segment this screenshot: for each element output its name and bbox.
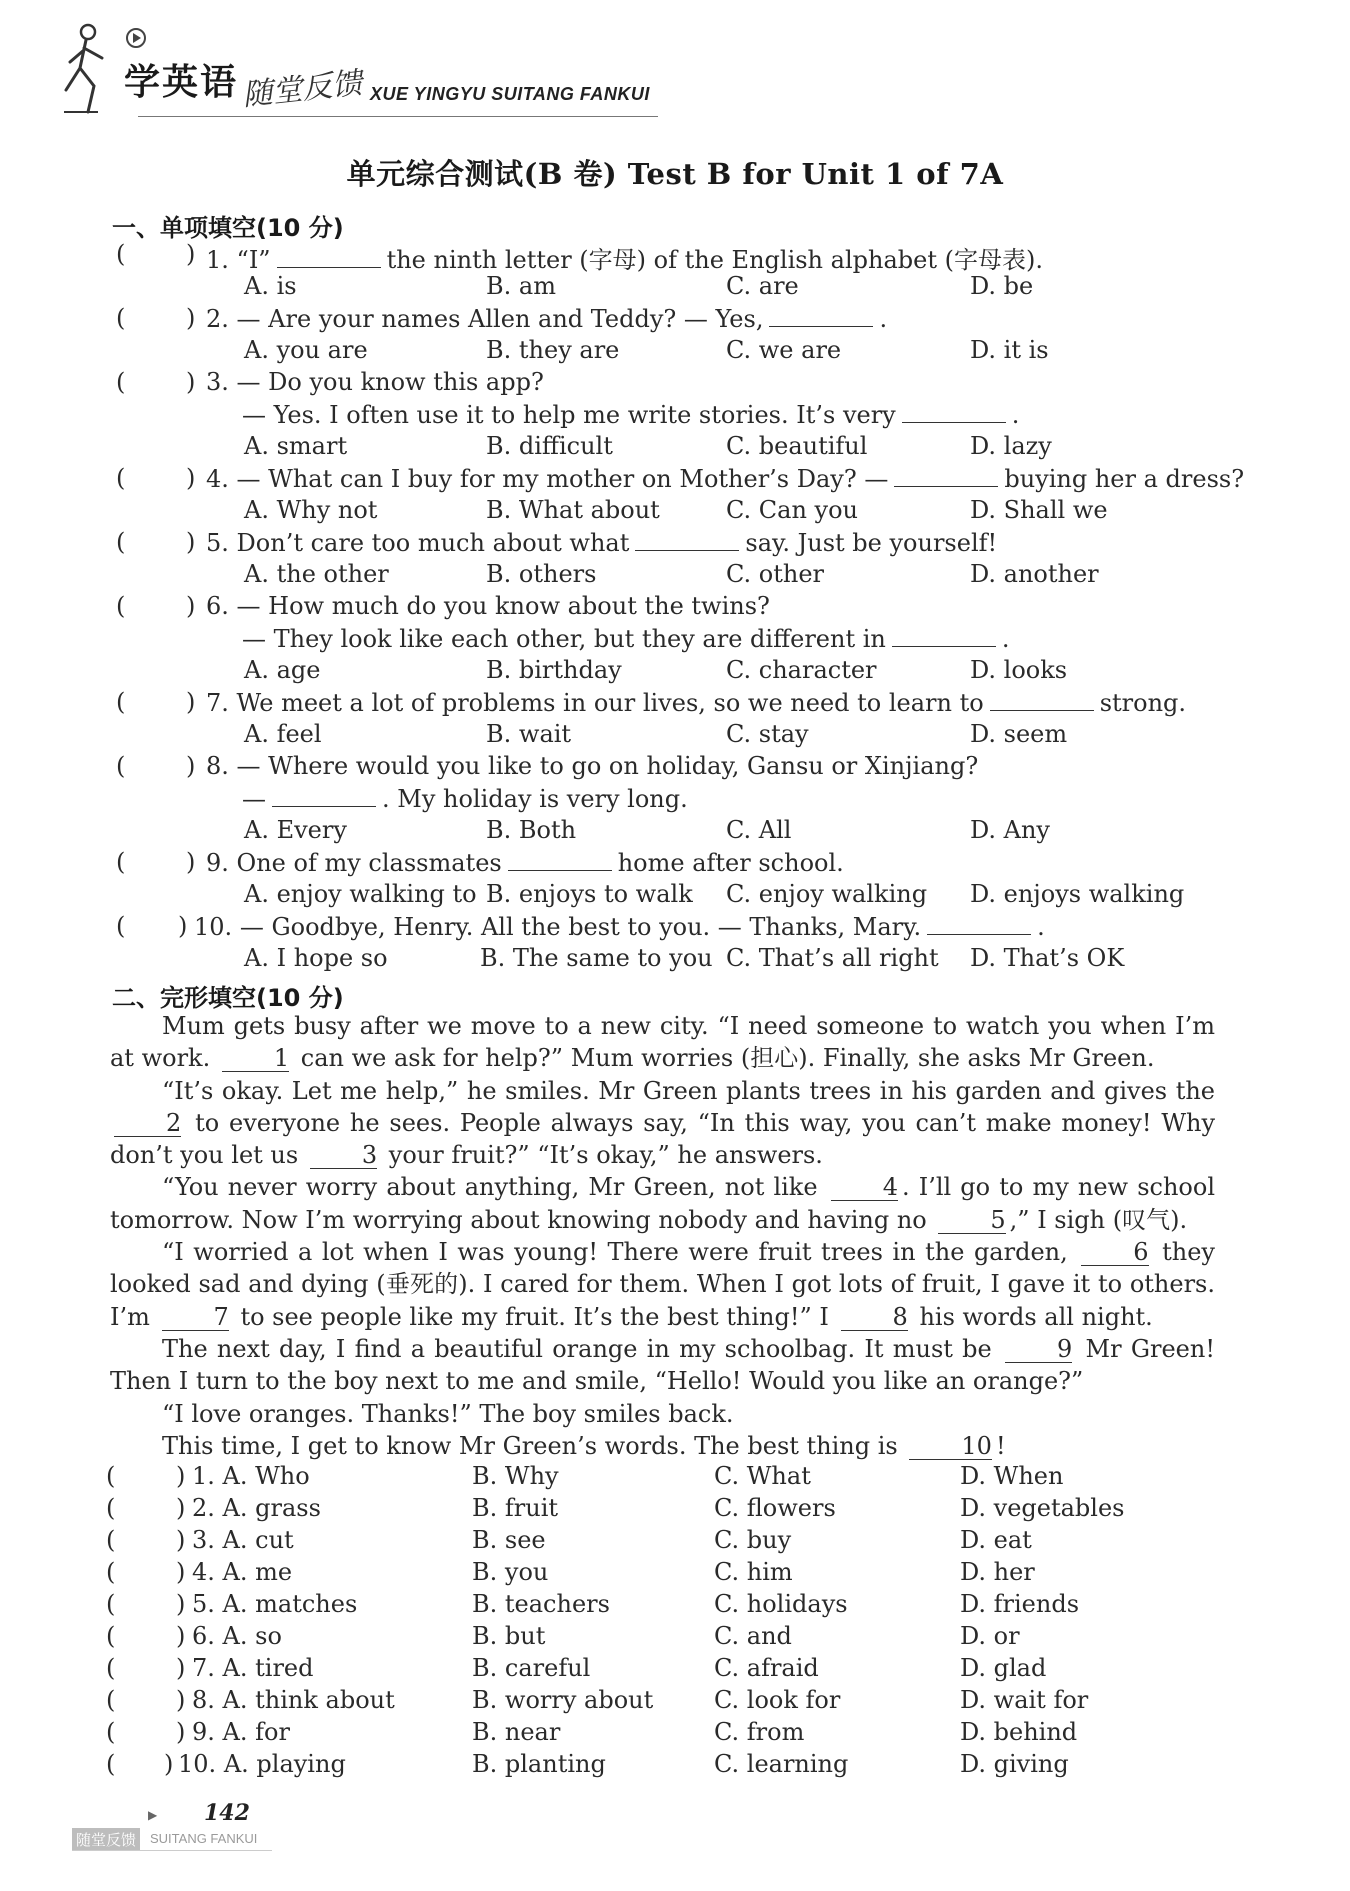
answer-blank[interactable] xyxy=(902,400,1006,423)
answer-blank[interactable] xyxy=(277,245,381,268)
answer-paren[interactable]: ( xyxy=(116,912,126,940)
options-row xyxy=(0,272,1350,306)
option-a[interactable]: A. enjoy walking to xyxy=(244,880,477,908)
option-c[interactable]: C. holidays xyxy=(714,1590,848,1618)
option-a[interactable]: A. think about xyxy=(222,1686,395,1714)
option-a[interactable]: A. is xyxy=(244,272,297,300)
option-b[interactable]: B. wait xyxy=(486,720,572,748)
answer-blank[interactable] xyxy=(508,848,612,871)
option-c[interactable]: C. and xyxy=(714,1622,792,1650)
option-a[interactable]: A. tired xyxy=(222,1654,314,1682)
option-c[interactable]: C. stay xyxy=(726,720,809,748)
option-c[interactable]: C. we are xyxy=(726,336,842,364)
question-row-cont: — . My holiday is very long. xyxy=(242,785,688,813)
option-b[interactable]: B. birthday xyxy=(486,656,622,684)
page-number: 142 xyxy=(204,1800,250,1826)
page-title: 单元综合测试(B 卷) Test B for Unit 1 of 7A xyxy=(346,157,1004,191)
question-number: 5. xyxy=(206,529,229,557)
option-c[interactable]: C. That’s all right xyxy=(726,944,939,972)
option-b[interactable]: B. The same to you xyxy=(480,944,713,972)
option-c[interactable]: C. look for xyxy=(714,1686,841,1714)
cloze-blank[interactable]: 6 xyxy=(1081,1239,1148,1266)
option-d[interactable]: D. lazy xyxy=(970,432,1052,460)
option-a[interactable]: A. I hope so xyxy=(244,944,388,972)
option-c[interactable]: C. learning xyxy=(714,1750,849,1778)
answer-paren[interactable]: ( xyxy=(116,304,126,332)
answer-paren[interactable]: ( xyxy=(116,368,126,396)
cloze-option-row: ( ) 9. A. for B. near C. from D. behind xyxy=(106,1718,1078,1746)
option-b[interactable]: B. difficult xyxy=(486,432,613,460)
answer-blank[interactable] xyxy=(990,688,1094,711)
option-a[interactable]: A. you are xyxy=(244,336,368,364)
section-1-heading: 一、单项填空(10 分) xyxy=(112,214,344,242)
option-c[interactable]: C. afraid xyxy=(714,1654,819,1682)
section-2-heading: 二、完形填空(10 分) xyxy=(112,984,344,1012)
answer-paren[interactable]: ( xyxy=(106,1526,116,1554)
answer-paren[interactable]: ( xyxy=(116,848,126,876)
option-b[interactable]: B. fruit xyxy=(472,1494,559,1522)
question-number: 3. xyxy=(206,368,229,396)
cloze-blank[interactable]: 3 xyxy=(310,1142,377,1169)
question-row: ( ) 1. “I” the ninth letter (字母) of the English alphabet (字母表). xyxy=(116,240,1043,274)
option-d[interactable]: D. looks xyxy=(970,656,1068,684)
passage-paragraph: The next day, I find a beautiful orange in my schoolbag. It must be 9 Mr Green! Then I turn to the boy next to me and smile, “Hello! Would you like an orange?” xyxy=(110,1334,1215,1396)
answer-blank[interactable] xyxy=(892,624,996,647)
option-a[interactable]: A. the other xyxy=(244,560,389,588)
option-b[interactable]: B. near xyxy=(472,1718,561,1746)
option-a[interactable]: A. Why not xyxy=(244,496,378,524)
cloze-option-row: ( ) 3. A. cut B. see C. buy D. eat xyxy=(106,1526,1032,1554)
question-row-cont: — They look like each other, but they are different in . xyxy=(242,625,1010,653)
option-c[interactable]: C. buy xyxy=(714,1526,792,1554)
option-c[interactable]: C. him xyxy=(714,1558,793,1586)
question-number: 1. xyxy=(206,246,229,274)
option-c[interactable]: C. from xyxy=(714,1718,805,1746)
option-b[interactable]: B. What about xyxy=(486,496,660,524)
cloze-blank[interactable]: 10 xyxy=(909,1433,992,1460)
option-a[interactable]: A. Who xyxy=(222,1462,310,1490)
option-d[interactable]: D. That’s OK xyxy=(970,944,1125,972)
option-d[interactable]: D. Any xyxy=(970,816,1050,844)
option-b[interactable]: B. worry about xyxy=(472,1686,654,1714)
option-a[interactable]: A. age xyxy=(244,656,321,684)
option-c[interactable]: C. What xyxy=(714,1462,811,1490)
answer-blank[interactable] xyxy=(635,528,739,551)
brand-subtitle: 随堂反馈 xyxy=(240,65,364,114)
option-b[interactable]: B. Why xyxy=(472,1462,559,1490)
question-row: ( ) 7. We meet a lot of problems in our lives, so we need to learn to strong. xyxy=(116,688,1187,717)
options-row xyxy=(0,432,1350,466)
answer-paren[interactable]: ( xyxy=(106,1750,116,1778)
option-a[interactable]: A. grass xyxy=(222,1494,321,1522)
answer-paren[interactable]: ( xyxy=(106,1686,116,1714)
cloze-option-row: ( ) 7. A. tired B. careful C. afraid D. glad xyxy=(106,1654,1047,1682)
cloze-option-row: ( ) 8. A. think about B. worry about C. look for D. wait for xyxy=(106,1686,1089,1714)
option-d[interactable]: D. her xyxy=(960,1558,1035,1586)
question-number: 9. xyxy=(206,849,229,877)
passage-paragraph: This time, I get to know Mr Green’s words. The best thing is 10 ! xyxy=(162,1431,1006,1460)
cloze-blank[interactable]: 1 xyxy=(222,1045,289,1072)
option-a[interactable]: A. for xyxy=(222,1718,290,1746)
option-d[interactable]: D. be xyxy=(970,272,1034,300)
passage-paragraph: “I worried a lot when I was young! There were fruit trees in the garden, 6 they looked sad and dying (垂死的). I cared for them. When I got lots of fruit, I gave it to others. I’m 7 to see people like my fruit. It’s the best thing!” I 8 his words all night. xyxy=(110,1238,1215,1331)
option-d[interactable]: D. friends xyxy=(960,1590,1080,1618)
option-c[interactable]: C. other xyxy=(726,560,824,588)
option-b[interactable]: B. they are xyxy=(486,336,620,364)
answer-paren[interactable]: ( xyxy=(106,1558,116,1586)
answer-paren[interactable]: ( xyxy=(106,1622,116,1650)
answer-blank[interactable] xyxy=(769,304,873,327)
option-d[interactable]: D. eat xyxy=(960,1526,1032,1554)
question-row: ( ) 4. — What can I buy for my mother on Mother’s Day? — buying her a dress? xyxy=(116,464,1245,493)
passage-paragraph: “It’s okay. Let me help,” he smiles. Mr Green plants trees in his garden and gives the 2 to everyone he sees. People always say, “In this way, you can’t make money! Why don’t you let us 3 your fruit?” “It’s okay,” he answers. xyxy=(110,1076,1216,1170)
question-row: ( ) 6. — How much do you know about the twins? xyxy=(116,592,770,620)
question-number: 6. xyxy=(206,592,229,620)
option-a[interactable]: A. smart xyxy=(244,432,348,460)
question-row: ( ) 9. One of my classmates home after school. xyxy=(116,848,844,877)
page-arrow-icon: ▶ xyxy=(148,1808,158,1822)
option-c[interactable]: C. flowers xyxy=(714,1494,836,1522)
answer-paren[interactable]: ( xyxy=(116,752,126,780)
options-row xyxy=(0,560,1350,594)
answer-paren[interactable]: ( xyxy=(116,240,126,268)
cloze-blank[interactable]: 7 xyxy=(162,1304,229,1331)
option-c[interactable]: C. beautiful xyxy=(726,432,868,460)
answer-paren[interactable]: ( xyxy=(106,1494,116,1522)
option-d[interactable]: D. vegetables xyxy=(960,1494,1125,1522)
answer-blank[interactable] xyxy=(272,784,376,807)
option-d[interactable]: D. or xyxy=(960,1622,1020,1650)
question-row: ( ) 8. — Where would you like to go on holiday, Gansu or Xinjiang? xyxy=(116,752,979,780)
option-b[interactable]: B. enjoys to walk xyxy=(486,880,693,908)
option-b[interactable]: B. careful xyxy=(472,1654,591,1682)
cloze-blank[interactable]: 4 xyxy=(831,1174,898,1201)
passage-paragraph: “I love oranges. Thanks!” The boy smiles back. xyxy=(162,1399,734,1428)
footer-brand: 随堂反馈 xyxy=(72,1828,140,1851)
option-c[interactable]: C. enjoy walking xyxy=(726,880,928,908)
option-b[interactable]: B. planting xyxy=(472,1750,606,1778)
option-b[interactable]: B. you xyxy=(472,1558,549,1586)
answer-paren[interactable]: ( xyxy=(116,688,126,716)
footer-brand-pinyin: SUITANG FANKUI xyxy=(150,1831,258,1846)
page-header xyxy=(58,18,658,128)
option-b[interactable]: B. but xyxy=(472,1622,546,1650)
option-c[interactable]: C. character xyxy=(726,656,877,684)
option-c[interactable]: C. Can you xyxy=(726,496,858,524)
brand-pinyin: XUE YINGYU SUITANG FANKUI xyxy=(370,84,650,104)
option-d[interactable]: D. it is xyxy=(970,336,1049,364)
option-a[interactable]: A. so xyxy=(222,1622,282,1650)
question-row: ( ) 2. — Are your names Allen and Teddy? — Yes, . xyxy=(116,304,888,333)
passage-paragraph: “You never worry about anything, Mr Green, not like 4 . I’ll go to my new school tomorrow. Now I’m worrying about knowing nobody and having no 5 ,” I sigh (叹气). xyxy=(110,1173,1215,1234)
option-d[interactable]: D. When xyxy=(960,1462,1064,1490)
question-number: 2. xyxy=(206,305,229,333)
option-b[interactable]: B. am xyxy=(486,272,556,300)
answer-paren[interactable]: ( xyxy=(116,592,126,620)
answer-paren[interactable]: ( xyxy=(106,1654,116,1682)
question-number: 8. xyxy=(206,752,229,780)
options-row xyxy=(0,496,1350,530)
brand-title: 学英语 xyxy=(124,62,239,103)
option-b[interactable]: B. see xyxy=(472,1526,546,1554)
answer-paren[interactable]: ( xyxy=(116,464,126,492)
cloze-option-row: ( ) 6. A. so B. but C. and D. or xyxy=(106,1622,1020,1650)
question-number: 10. xyxy=(194,913,233,941)
answer-paren[interactable]: ( xyxy=(106,1590,116,1618)
cloze-blank[interactable]: 2 xyxy=(114,1110,181,1137)
option-a[interactable]: A. me xyxy=(222,1558,293,1586)
option-a[interactable]: A. feel xyxy=(244,720,322,748)
cloze-option-row: ( ) 2. A. grass B. fruit C. flowers D. vegetables xyxy=(106,1494,1125,1522)
passage-paragraph: Mum gets busy after we move to a new city. “I need someone to watch you when I’m at work. 1 can we ask for help?” Mum worries (担心). Finally, she asks Mr Green. xyxy=(110,1012,1215,1073)
option-d[interactable]: D. behind xyxy=(960,1718,1078,1746)
option-b[interactable]: B. others xyxy=(486,560,597,588)
answer-blank[interactable] xyxy=(927,912,1031,935)
option-d[interactable]: D. wait for xyxy=(960,1686,1089,1714)
cloze-blank[interactable]: 5 xyxy=(938,1207,1005,1234)
cloze-option-row: ( ) 4. A. me B. you C. him D. her xyxy=(106,1558,1035,1586)
answer-paren[interactable]: ( xyxy=(116,528,126,556)
cloze-passage xyxy=(110,1010,1215,1462)
option-c[interactable]: C. All xyxy=(726,816,792,844)
cloze-blank[interactable]: 9 xyxy=(1005,1336,1072,1363)
options-row xyxy=(0,656,1350,690)
cloze-option-row: ( ) 1. A. Who B. Why C. What D. When xyxy=(106,1462,1064,1490)
question-row: ( ) 5. Don’t care too much about what say. Just be yourself! xyxy=(116,528,998,557)
option-a[interactable]: A. playing xyxy=(223,1750,346,1778)
option-a[interactable]: A. cut xyxy=(222,1526,294,1554)
cloze-option-row: ( ) 10. A. playing B. planting C. learning D. giving xyxy=(106,1750,1069,1778)
cloze-blank[interactable]: 8 xyxy=(841,1304,908,1331)
cloze-option-row: ( ) 5. A. matches B. teachers C. holidays D. friends xyxy=(106,1590,1080,1618)
question-number: 4. xyxy=(206,465,229,493)
option-a[interactable]: A. Every xyxy=(244,816,347,844)
answer-paren[interactable]: ( xyxy=(106,1718,116,1746)
option-d[interactable]: D. another xyxy=(970,560,1099,588)
option-d[interactable]: D. glad xyxy=(960,1654,1047,1682)
options-row xyxy=(0,944,1350,978)
question-row-cont: — Yes. I often use it to help me write stories. It’s very . xyxy=(242,401,1020,429)
option-a[interactable]: A. matches xyxy=(222,1590,358,1618)
option-d[interactable]: D. Shall we xyxy=(970,496,1108,524)
option-c[interactable]: C. are xyxy=(726,272,799,300)
option-d[interactable]: D. seem xyxy=(970,720,1068,748)
options-row xyxy=(0,720,1350,754)
option-d[interactable]: D. giving xyxy=(960,1750,1069,1778)
option-b[interactable]: B. Both xyxy=(486,816,577,844)
option-d[interactable]: D. enjoys walking xyxy=(970,880,1185,908)
answer-paren[interactable]: ( xyxy=(106,1462,116,1490)
answer-blank[interactable] xyxy=(894,464,998,487)
options-row xyxy=(0,816,1350,850)
option-b[interactable]: B. teachers xyxy=(472,1590,610,1618)
question-row: ( ) 3. — Do you know this app? xyxy=(116,368,544,396)
question-number: 7. xyxy=(206,689,229,717)
options-row xyxy=(0,336,1350,370)
options-row xyxy=(0,880,1350,914)
question-row: ( ) 10. — Goodbye, Henry. All the best to you. — Thanks, Mary. . xyxy=(116,912,1045,941)
footer-divider xyxy=(72,1850,272,1851)
header-divider xyxy=(138,116,658,117)
